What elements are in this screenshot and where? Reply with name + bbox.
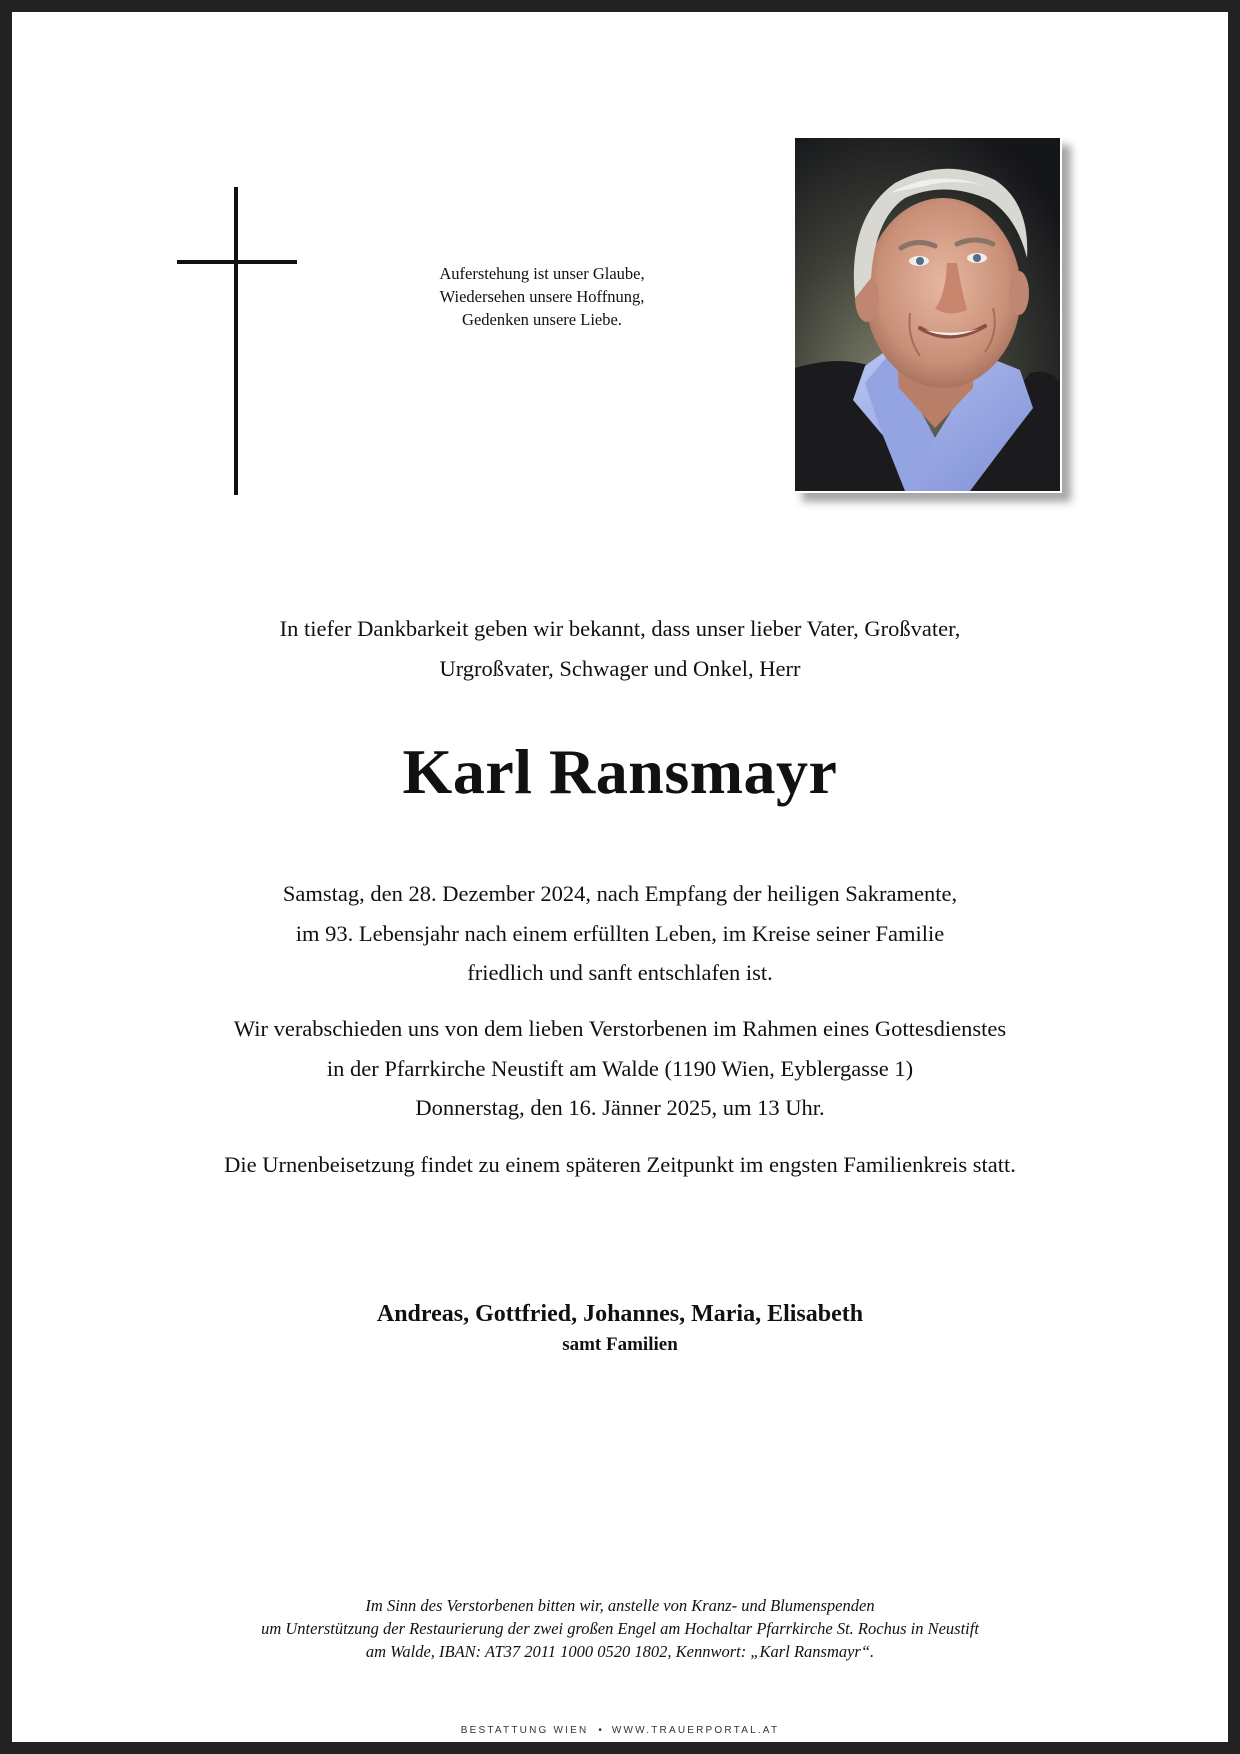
motto-line-2: Wiedersehen unsere Hoffnung, [439, 287, 645, 306]
intro-line-1: In tiefer Dankbarkeit geben wir bekannt, dass unser lieber Vater, Großvater, [279, 616, 961, 641]
motto-line-3: Gedenken unsere Liebe. [462, 310, 622, 329]
service-line-3: Donnerstag, den 16. Jänner 2025, um 13 Uhr. [415, 1095, 825, 1120]
signers-names: Andreas, Gottfried, Johannes, Maria, Elisabeth [376, 1301, 864, 1327]
burial-notice: Die Urnenbeisetzung findet zu einem späteren Zeitpunkt im engsten Familienkreis statt. [224, 1152, 1016, 1177]
obituary-page [12, 12, 1228, 1742]
death-notice [12, 874, 1228, 993]
intro-line-2: Urgroßvater, Schwager und Onkel, Herr [439, 655, 801, 681]
footer-company: BESTATTUNG WIEN [460, 1725, 589, 1736]
motto-line-1: Auferstehung ist unser Glaube, [439, 264, 645, 283]
service-line-1: Wir verabschieden uns von dem lieben Verstorbenen im Rahmen eines Gottesdienstes [233, 1016, 1007, 1041]
motto [382, 262, 702, 331]
service-line-2: in der Pfarrkirche Neustift am Walde (1190 Wien, Eyblergasse 1) [326, 1055, 914, 1081]
donation-request [12, 1594, 1228, 1663]
cross-icon [177, 187, 297, 507]
death-line-2: im 93. Lebensjahr nach einem erfüllten Leben, im Kreise seiner Familie [295, 920, 945, 946]
announcement-intro [12, 609, 1228, 688]
portrait-image [795, 138, 1060, 491]
footer-separator: • [598, 1725, 602, 1736]
footer-website-link[interactable]: WWW.TRAUERPORTAL.AT [611, 1725, 780, 1736]
donation-line-2: um Unterstützung der Restaurierung der zwei großen Engel am Hochaltar Pfarrkirche St. Rochus in Neustift [261, 1619, 979, 1638]
service-details [12, 1009, 1228, 1128]
cross-vertical-bar [234, 187, 238, 495]
cross-horizontal-bar [177, 260, 297, 264]
death-line-1: Samstag, den 28. Dezember 2024, nach Empfang der heiligen Sakramente, [282, 881, 958, 906]
donation-line-3: am Walde, IBAN: AT37 2011 1000 0520 1802, Kennwort: „Karl Ransmayr“. [365, 1642, 875, 1661]
portrait-photo [793, 136, 1062, 493]
footer [12, 1724, 1228, 1738]
deceased-name: Karl Ransmayr [402, 736, 838, 807]
donation-line-1: Im Sinn des Verstorbenen bitten wir, anstelle von Kranz- und Blumenspenden [365, 1596, 875, 1615]
death-line-3: friedlich und sanft entschlafen ist. [467, 960, 773, 985]
signers-sub: samt Familien [562, 1334, 678, 1355]
